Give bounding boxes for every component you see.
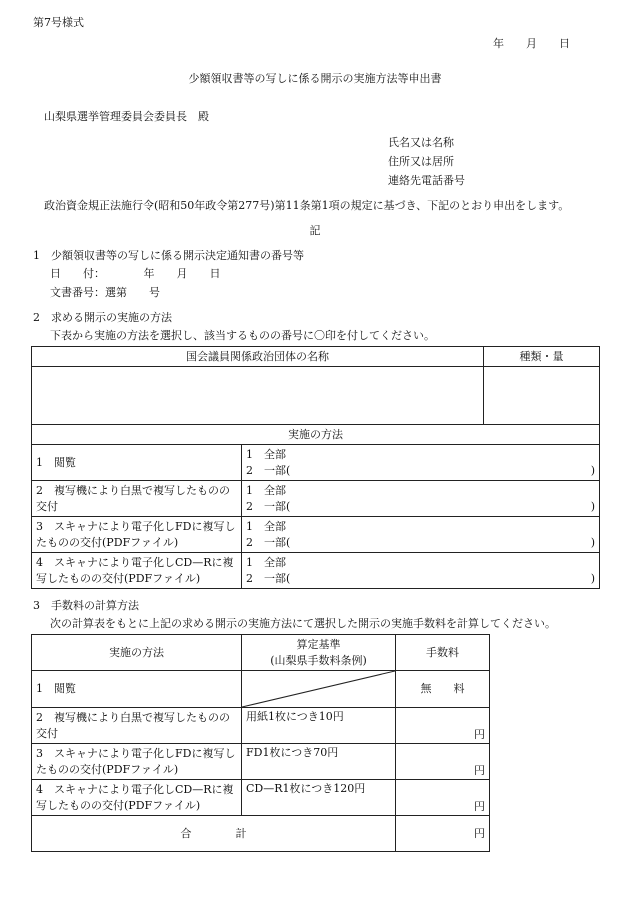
option-all[interactable]: 1 全部 (246, 520, 286, 534)
total-fee[interactable]: 円 (396, 816, 490, 852)
applicant-name-label: 氏名又は名称 (388, 136, 454, 149)
method-options[interactable] (242, 553, 600, 589)
method-row (32, 553, 600, 589)
type-qty-cell[interactable] (484, 367, 600, 425)
fee-basis-cell-diagonal (242, 671, 396, 708)
section3-heading: 3 手数料の計算方法 (33, 599, 139, 612)
close-paren: ) (590, 463, 595, 477)
option-all[interactable]: 1 全部 (246, 484, 286, 498)
fee-free: 無 料 (396, 671, 490, 708)
applicant-address-label: 住所又は居所 (388, 155, 454, 168)
fee-method-label: 4 スキャナにより電子化しCD—Rに複写したものの交付(PDFファイル) (32, 780, 242, 816)
option-all[interactable]: 1 全部 (246, 448, 286, 462)
method-header: 実施の方法 (32, 425, 600, 445)
method-options[interactable] (242, 445, 600, 481)
fee-header: 手数料 (396, 635, 490, 671)
fee-basis-header-line2: (山梨県手数料条例) (270, 653, 367, 667)
method-label: 3 スキャナにより電子化しFDに複写したものの交付(PDFファイル) (32, 517, 242, 553)
method-label: 4 スキャナにより電子化しCD—Rに複写したものの交付(PDFファイル) (32, 553, 242, 589)
fee-method-header: 実施の方法 (32, 635, 242, 671)
method-label: 1 閲覧 (32, 445, 242, 481)
fee-method-label: 1 閲覧 (32, 671, 242, 708)
section2-instruction: 下表から実施の方法を選択し、該当するものの番号に〇印を付してください。 (50, 329, 435, 342)
option-part[interactable]: 2 一部( (246, 463, 291, 477)
diagonal-line (242, 671, 395, 707)
ki-mark: 記 (309, 224, 321, 237)
fee-row (32, 744, 490, 780)
option-part[interactable]: 2 一部( (246, 571, 291, 585)
org-name-header: 国会議員関係政治団体の名称 (32, 347, 484, 367)
form-title: 少額領収書等の写しに係る開示の実施方法等申出書 (188, 72, 442, 85)
fee-table (31, 634, 490, 852)
method-options[interactable] (242, 517, 600, 553)
fee-basis: 用紙1枚につき10円 (242, 708, 396, 744)
fee-row (32, 671, 490, 708)
org-name-cell[interactable] (32, 367, 484, 425)
method-table (31, 346, 600, 589)
fee-amount[interactable]: 円 (396, 780, 490, 816)
close-paren: ) (590, 499, 595, 513)
fee-row (32, 780, 490, 816)
preamble: 政治資金規正法施行令(昭和50年政令第277号)第11条第1項の規定に基づき、下記のとおり申出をします。 (44, 199, 570, 212)
type-qty-header: 種類・量 (484, 347, 600, 367)
method-row (32, 445, 600, 481)
fee-row (32, 708, 490, 744)
fee-basis: CD—R1枚につき120円 (242, 780, 396, 816)
fee-method-label: 3 スキャナにより電子化しFDに複写したものの交付(PDFファイル) (32, 744, 242, 780)
section2-heading: 2 求める開示の実施の方法 (33, 311, 172, 324)
total-row (32, 816, 490, 852)
section3-instruction: 次の計算表をもとに上記の求める開示の実施方法にて選択した開示の実施手数料を計算してください。 (50, 617, 556, 630)
fee-amount[interactable]: 円 (396, 708, 490, 744)
addressee: 山梨県選挙管理委員会委員長 殿 (44, 110, 209, 123)
fee-amount[interactable]: 円 (396, 744, 490, 780)
fee-method-label: 2 複写機により白黒で複写したものの交付 (32, 708, 242, 744)
option-part[interactable]: 2 一部( (246, 499, 291, 513)
fee-basis-header (242, 635, 396, 671)
method-label: 2 複写機により白黒で複写したものの交付 (32, 481, 242, 517)
option-part[interactable]: 2 一部( (246, 535, 291, 549)
method-row (32, 481, 600, 517)
fee-basis: FD1枚につき70円 (242, 744, 396, 780)
form-number: 第7号様式 (33, 16, 84, 29)
fee-basis-header-line1: 算定基準 (296, 638, 341, 652)
section1-date-row: 日 付： 年 月 日 (50, 267, 221, 280)
method-options[interactable] (242, 481, 600, 517)
close-paren: ) (590, 571, 595, 585)
total-label: 合 計 (32, 816, 396, 852)
close-paren: ) (590, 535, 595, 549)
applicant-phone-label: 連絡先電話番号 (388, 174, 465, 187)
date-line: 年 月 日 (493, 37, 570, 50)
option-all[interactable]: 1 全部 (246, 556, 286, 570)
section1-heading: 1 少額領収書等の写しに係る開示決定通知書の番号等 (33, 249, 304, 262)
method-row (32, 517, 600, 553)
section1-doc-row: 文書番号：選第 号 (50, 286, 160, 299)
